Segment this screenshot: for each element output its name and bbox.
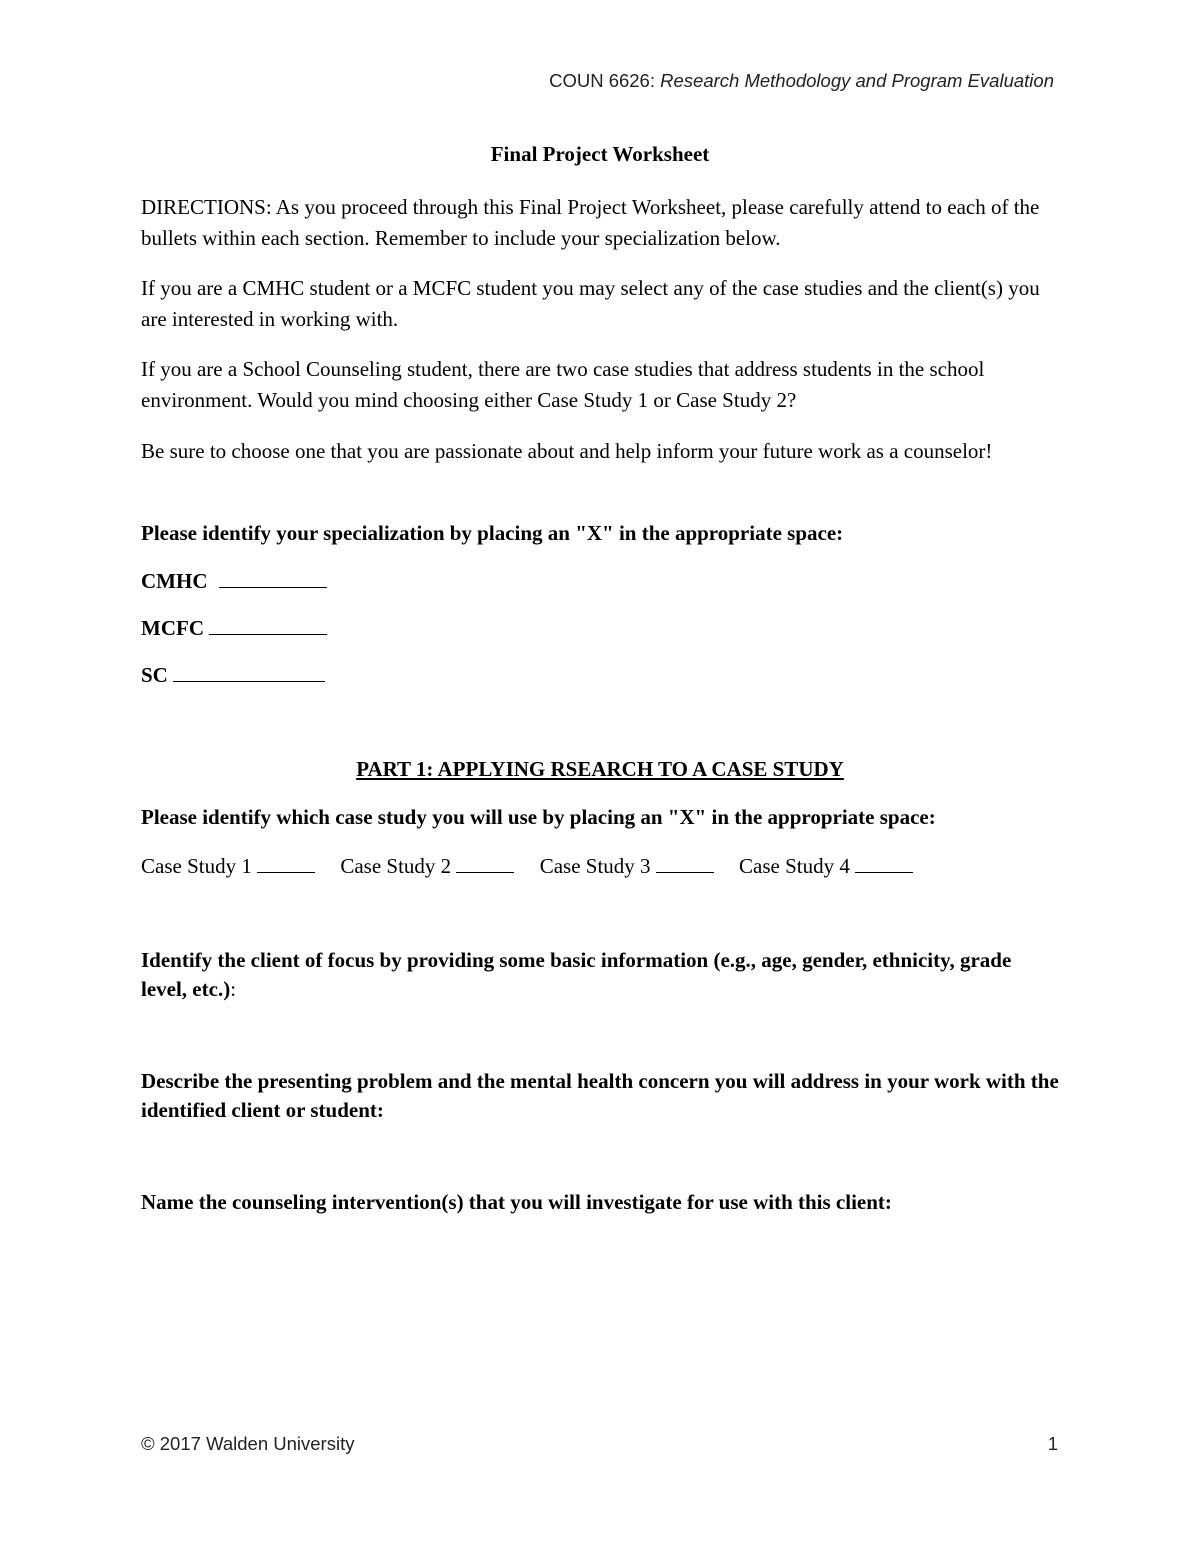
option-label: SC <box>141 663 168 687</box>
option-label: CMHC <box>141 569 208 593</box>
answer-blank[interactable] <box>456 854 514 873</box>
case-label: Case Study 4 <box>739 854 850 878</box>
case-study-prompt: Please identify which case study you will use by placing an "X" in the appropriate space: <box>141 805 936 829</box>
worksheet-title: Final Project Worksheet <box>490 142 710 166</box>
case-study-option-4[interactable] <box>739 854 913 879</box>
answer-blank[interactable] <box>219 569 327 588</box>
choose-passion-paragraph: Be sure to choose one that you are passionate about and help inform your future work as a counselor! <box>141 439 993 463</box>
course-title: Research Methodology and Program Evaluation <box>660 70 1054 91</box>
part1-heading: PART 1: APPLYING RSEARCH TO A CASE STUDY <box>356 757 844 781</box>
option-label: MCFC <box>141 616 204 640</box>
answer-blank[interactable] <box>656 854 714 873</box>
intervention-prompt: Name the counseling intervention(s) that you will investigate for use with this client: <box>141 1190 892 1214</box>
specialization-option-mcfc[interactable] <box>141 616 327 641</box>
client-info-prompt-colon: : <box>230 977 237 1001</box>
answer-blank[interactable] <box>855 854 913 873</box>
case-study-option-3[interactable] <box>540 854 714 879</box>
specialization-prompt: Please identify your specialization by placing an "X" in the appropriate space: <box>141 521 844 545</box>
presenting-problem-prompt: Describe the presenting problem and the mental health concern you will address in your work with the identified client or student: <box>141 1069 1059 1122</box>
specialization-option-cmhc[interactable] <box>141 569 327 594</box>
client-info-prompt <box>141 946 1061 1004</box>
school-counseling-paragraph: If you are a School Counseling student, there are two case studies that address students in the school environment. Would you mind choosing either Case Study 1 or Case Study 2? <box>141 357 985 412</box>
course-code: COUN 6626: <box>549 70 655 91</box>
copyright-footer: © 2017 Walden University <box>141 1433 355 1454</box>
answer-blank[interactable] <box>209 616 327 635</box>
directions-paragraph: DIRECTIONS: As you proceed through this Final Project Worksheet, please carefully attend to each of the bullets within each section. Remember to include your specialization below. <box>141 195 1040 250</box>
running-header <box>549 70 1054 92</box>
cmhc-mcfc-paragraph: If you are a CMHC student or a MCFC student you may select any of the case studies and the client(s) you are interested in working with. <box>141 276 1040 331</box>
case-label: Case Study 3 <box>539 854 651 878</box>
answer-blank[interactable] <box>173 663 325 682</box>
specialization-option-sc[interactable] <box>141 663 325 688</box>
case-study-option-2[interactable] <box>340 854 514 879</box>
client-info-prompt-text: Identify the client of focus by providing some basic information (e.g., age, gender, ethnicity, grade level, etc.) <box>141 948 1012 1001</box>
answer-blank[interactable] <box>257 854 315 873</box>
case-label: Case Study 1 <box>141 854 252 878</box>
case-study-options <box>141 854 933 879</box>
case-study-option-1[interactable] <box>141 854 315 879</box>
page-number: 1 <box>1047 1433 1058 1454</box>
case-label: Case Study 2 <box>340 854 452 878</box>
